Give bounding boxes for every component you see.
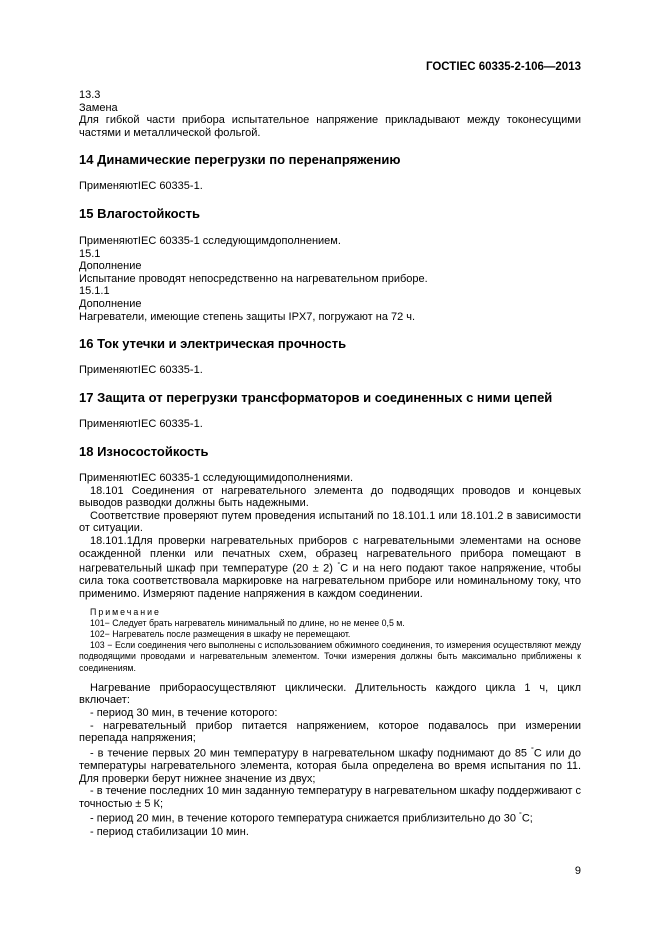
note-103: 103 − Если соединения чего выполнены с использованием обжимного соединения, то измерения осуществляют между подводящими проводами и нагревательным элементом. Точки измерения должны быть максимально приближены к соединениям. [79, 640, 581, 673]
clause-number: 15.1.1 [79, 285, 110, 298]
section-intro: ПрименяютIEC 60335-1 сследующимидополнениями. [79, 472, 354, 484]
document-code: ГОСТIEC 60335-2-106—2013 [425, 61, 581, 73]
clause-label: Замена [79, 101, 118, 114]
cycle-step: - период стабилизации 10 мин. [90, 825, 249, 838]
section-line: Испытание проводят непосредственно на нагревательном приборе. [79, 272, 428, 285]
page-number: 9 [574, 865, 581, 877]
cycle-text-part: С или до температуры нагревательного элемента, которая была определена во время испытания по 11. Для проверки берут нижнее значение из двух; [79, 747, 581, 785]
cycle-step: - в течение последних 10 мин заданную температуру в нагревательном шкафу поддерживают с точностью ± 5 К; [79, 785, 582, 810]
cycle-step [79, 810, 581, 825]
note-label-text: Примечание [90, 606, 161, 617]
clause-label: Дополнение [79, 297, 142, 310]
cycle-text-part: - в течение первых 20 мин температуру в нагревательном шкафу поднимают до 85 [90, 747, 532, 760]
section-title: 16 Ток утечки и электрическая прочность [79, 336, 347, 351]
clause-18-101-1 [79, 535, 581, 601]
cycle-step [79, 745, 581, 785]
note-101: 101− Следует брать нагреватель минимальный по длине, но не менее 0,5 м. [90, 617, 405, 628]
clause-18-101: 18.101 Соединения от нагревательного элемента до подводящих проводов и концевых выводов разводки должны быть надежными. [79, 484, 581, 510]
section-text: ПрименяютIEC 60335-1. [79, 418, 203, 430]
clause-number: 15.1 [79, 247, 101, 260]
section-title: 18 Износостойкость [79, 444, 209, 459]
section-line: Нагреватели, имеющие степень защиты IPX7, погружают на 72 ч. [79, 310, 416, 323]
clause-13-3 [79, 89, 581, 139]
clause-number: 13.3 [79, 89, 101, 101]
section-title: 15 Влагостойкость [79, 206, 201, 221]
section-17 [79, 391, 581, 431]
clause-text: Для гибкой части прибора испытательное напряжение прикладывают между токонесущими частями и металлической фольгой. [79, 114, 581, 139]
section-18 [79, 445, 581, 838]
cycle-step: - период 30 мин, в течение которого: [90, 707, 278, 719]
degree-sign: ° [519, 812, 522, 820]
cycle-text-part: С; [521, 813, 533, 826]
section-title: 17 Защита от перегрузки трансформаторов и соединенных с ними цепей [79, 390, 553, 405]
section-15 [79, 207, 581, 323]
clause-label: Дополнение [79, 260, 142, 273]
section-14 [79, 153, 581, 193]
section-line: ПрименяютIEC 60335-1 сследующимдополнением. [79, 235, 341, 247]
cycle-step: - нагревательный прибор питается напряжением, которое подавалось при измерении перепада напряжения; [79, 719, 581, 745]
section-16 [79, 337, 581, 377]
compliance-check: Соответствие проверяют путем проведения испытаний по 18.101.1 или 18.101.2 в зависимости от ситуации. [79, 509, 581, 535]
section-text: ПрименяютIEC 60335-1. [79, 364, 203, 376]
cycle-text-part: - период 20 мин, в течение которого температура снижается приблизительно до 30 [90, 813, 520, 826]
section-text: ПрименяютIEC 60335-1. [79, 180, 203, 192]
section-title: 14 Динамические перегрузки по перенапряжению [79, 152, 401, 167]
clause-text-part: 18.101.1Для проверки нагревательных приборов с нагревательными элементами на основе осажденной пленки или печатных схем, образец нагревательного прибора помещают в нагревательный шкаф при температуре (20 ± 2) [79, 534, 581, 575]
degree-sign: ° [531, 746, 534, 754]
heating-cycle-text: Нагревание приборaосуществляют циклически. Длительность каждого цикла 1 ч, цикл включает: [79, 681, 581, 707]
clause-text-part: С и на него подают такое напряжение, чтобы сила тока соответствовала маркировке на нагревательном приборе или номинальному току, что применимо. Измеряют падение напряжения в каждом соединении. [79, 562, 581, 600]
note-102: 102− Нагреватель после размещения в шкафу не перемещают. [90, 629, 351, 639]
note-label [79, 607, 581, 618]
degree-sign: ° [337, 562, 341, 570]
notes-block [79, 607, 581, 674]
